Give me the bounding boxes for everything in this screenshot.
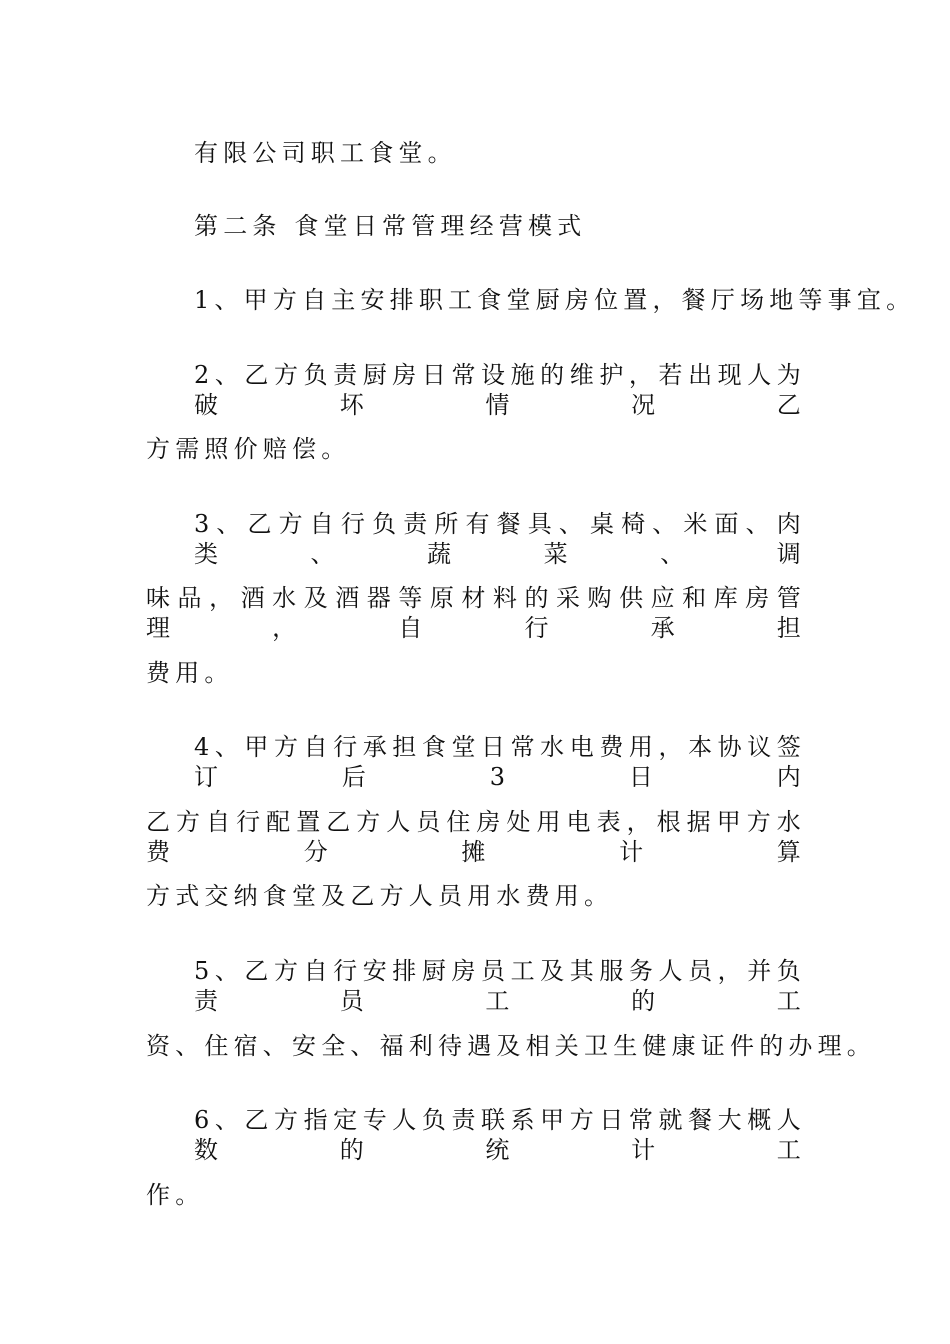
text-line: 有限公司职工食堂。	[194, 139, 457, 167]
text-line: 费用。	[146, 659, 234, 687]
text-line: 5、乙方自行安排厨房员工及其服务人员，并负责员工的工	[194, 957, 806, 1015]
text-line: 1、甲方自主安排职工食堂厨房位置，餐厅场地等事宜。	[194, 286, 916, 314]
text-line: 方式交纳食堂及乙方人员用水费用。	[146, 882, 614, 910]
text-line: 4、甲方自行承担食堂日常水电费用，本协议签订后3日内	[194, 733, 806, 791]
text-line: 味品，酒水及酒器等原材料的采购供应和库房管理，自行承担	[146, 584, 806, 642]
text-line: 方需照价赔偿。	[146, 435, 351, 463]
text-line: 作。	[146, 1181, 205, 1209]
section-heading: 第二条 食堂日常管理经营模式	[194, 212, 587, 240]
text-line: 6、乙方指定专人负责联系甲方日常就餐大概人数的统计工	[194, 1106, 806, 1164]
text-line: 资、住宿、安全、福利待遇及相关卫生健康证件的办理。	[146, 1032, 876, 1060]
text-line: 3、乙方自行负责所有餐具、桌椅、米面、肉类、蔬菜、调	[194, 510, 806, 568]
text-line: 乙方自行配置乙方人员住房处用电表，根据甲方水费分摊计算	[146, 808, 806, 866]
text-line: 2、乙方负责厨房日常设施的维护，若出现人为破坏情况乙	[194, 361, 806, 419]
